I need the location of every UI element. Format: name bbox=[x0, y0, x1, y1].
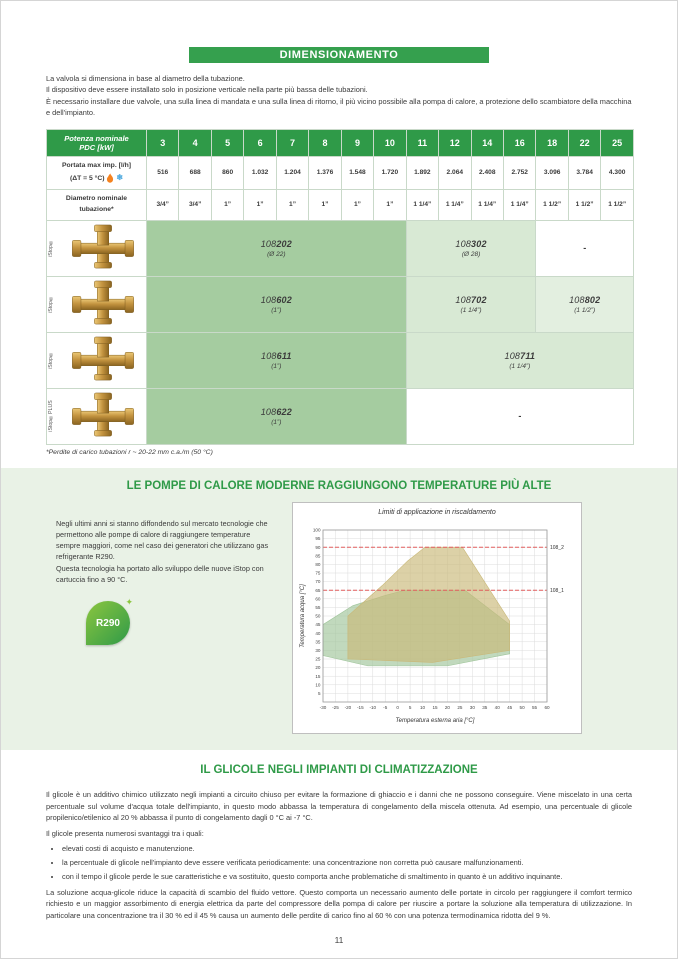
heatpump-section bbox=[1, 468, 677, 750]
flow-value-cell: 1.032 bbox=[244, 156, 276, 189]
product-size: (1”) bbox=[271, 362, 282, 370]
dimensioning-table bbox=[46, 129, 634, 445]
product-image bbox=[71, 392, 135, 440]
product-label-cell bbox=[47, 276, 147, 332]
power-column-header: 25 bbox=[601, 129, 634, 156]
product-brand: iStop® bbox=[48, 351, 54, 369]
product-code: 108611 bbox=[261, 350, 292, 361]
power-column-header: 6 bbox=[244, 129, 276, 156]
product-size: (1 1/4”) bbox=[460, 306, 482, 314]
diameter-value-cell: 1 1/2” bbox=[536, 189, 568, 220]
product-code-cell bbox=[147, 276, 407, 332]
svg-text:55: 55 bbox=[531, 704, 538, 710]
diameter-value-cell: 1 1/4” bbox=[471, 189, 503, 220]
flow-row bbox=[47, 156, 634, 189]
page-number: 11 bbox=[334, 935, 344, 945]
svg-text:30: 30 bbox=[469, 704, 475, 710]
svg-text:-5: -5 bbox=[383, 704, 388, 710]
product-image bbox=[71, 224, 135, 272]
glycol-bullet-item: • con il tempo il glicole perde le sue caratteristiche e va sostituito, questo comporta anche problematiche di smaltimento in quanto è un additivo inquinante. bbox=[62, 871, 632, 882]
svg-text:5: 5 bbox=[317, 690, 321, 696]
glycol-bullet-list bbox=[62, 843, 632, 882]
power-column-header: 12 bbox=[439, 129, 471, 156]
svg-text:-10: -10 bbox=[369, 704, 377, 710]
power-column-header: 3 bbox=[147, 129, 179, 156]
glycol-bullet-item: • la percentuale di glicole nell'impianto deve essere verificata periodicamente: una concentrazione non corretta può causare malfunzionamenti. bbox=[62, 857, 632, 868]
glycol-bullet-item: • elevati costi di acquisto e manutenzione. bbox=[62, 843, 632, 854]
flow-row-label: Portata max imp. [l/h] (ΔT = 5 °C) ❄ bbox=[47, 156, 147, 189]
product-code: 108802 bbox=[569, 294, 601, 305]
product-code: 108622 bbox=[260, 406, 292, 417]
svg-text:45: 45 bbox=[507, 704, 513, 710]
not-available-dash: - bbox=[583, 243, 587, 254]
table-header-row bbox=[47, 129, 634, 156]
svg-text:45: 45 bbox=[315, 621, 321, 627]
svg-text:65: 65 bbox=[315, 587, 321, 593]
product-brand: iStop® bbox=[48, 239, 54, 257]
table-footnote: *Perdite di carico tubazioni r ~ 20-22 mm c.a./m (50 °C) bbox=[46, 448, 213, 456]
product-size: (1”) bbox=[271, 418, 282, 426]
intro-line: È necessario installare due valvole, una sulla linea di mandata e una sulla linea di ritorno, il più vicino possibile alla pompa di calore, a protezione dello scambiatore della macchina e dell'impianto. bbox=[46, 96, 632, 118]
svg-text:25: 25 bbox=[457, 704, 463, 710]
product-code-cell bbox=[406, 220, 536, 276]
diameter-value-cell: 1 1/2” bbox=[601, 189, 634, 220]
not-available-dash: - bbox=[518, 411, 522, 422]
diameter-row-label: Diametro nominale tubazione* bbox=[47, 189, 147, 220]
diameter-value-cell: 1” bbox=[244, 189, 276, 220]
product-code-cell bbox=[406, 332, 633, 388]
svg-text:0: 0 bbox=[396, 704, 399, 710]
product-code: 108711 bbox=[504, 350, 536, 361]
svg-text:50: 50 bbox=[315, 613, 321, 619]
glycol-paragraph: La soluzione acqua-glicole riduce la capacità di scambio del fluido vettore. Questo comporta un necessario aumento delle portate in circolo per raggiungere il comfort termico richiesto e un maggior assorbimento di energia elettrica da parte del compressore della pompa di calore per riuscire a portare la soluzione alla temperatura di utilizzazione. In particolare una concentrazione tra il 30 % ed il 45 % causa un aumento delle perdite di carico fino al 60 % con una potenza termodinamica ridotta del 9 %. bbox=[46, 887, 632, 920]
svg-text:50: 50 bbox=[519, 704, 525, 710]
product-size: (1 1/2”) bbox=[574, 306, 596, 314]
product-label-cell bbox=[47, 332, 147, 388]
intro-line: La valvola si dimensiona in base al diametro della tubazione. bbox=[46, 74, 245, 83]
product-label-cell bbox=[47, 220, 147, 276]
svg-text:15: 15 bbox=[432, 704, 438, 710]
product-code: 108702 bbox=[455, 294, 487, 305]
product-code-cell bbox=[536, 220, 634, 276]
svg-text:40: 40 bbox=[494, 704, 500, 710]
valve-photo bbox=[71, 336, 135, 382]
svg-text:60: 60 bbox=[544, 704, 550, 710]
svg-text:15: 15 bbox=[315, 673, 321, 679]
valve-photo bbox=[71, 392, 135, 438]
diameter-value-cell: 1” bbox=[276, 189, 308, 220]
svg-text:80: 80 bbox=[315, 561, 321, 567]
chart-svg bbox=[297, 518, 579, 726]
flow-value-cell: 860 bbox=[211, 156, 243, 189]
flow-value-cell: 688 bbox=[179, 156, 211, 189]
product-size: (Ø 28) bbox=[461, 250, 481, 258]
r290-badge bbox=[86, 597, 133, 645]
flow-value-cell: 516 bbox=[147, 156, 179, 189]
power-column-header: 5 bbox=[211, 129, 243, 156]
svg-text:20: 20 bbox=[444, 704, 451, 710]
flow-value-cell: 1.204 bbox=[276, 156, 308, 189]
svg-text:90: 90 bbox=[315, 544, 321, 550]
intro-text bbox=[46, 73, 632, 119]
flow-value-cell: 3.096 bbox=[536, 156, 568, 189]
power-column-header: 9 bbox=[341, 129, 373, 156]
diameter-value-cell: 1” bbox=[309, 189, 341, 220]
product-image bbox=[71, 280, 135, 328]
power-column-header: 11 bbox=[406, 129, 438, 156]
product-row bbox=[47, 220, 634, 276]
svg-text:20: 20 bbox=[315, 664, 321, 670]
svg-text:10: 10 bbox=[419, 704, 426, 710]
product-code-cell bbox=[406, 388, 633, 444]
power-column-header: 10 bbox=[374, 129, 406, 156]
svg-text:30: 30 bbox=[315, 647, 321, 653]
flow-value-cell: 2.064 bbox=[439, 156, 471, 189]
diameter-row bbox=[47, 189, 634, 220]
heatpump-body-text bbox=[56, 502, 270, 586]
flow-value-cell: 1.892 bbox=[406, 156, 438, 189]
snowflake-icon: ❄ bbox=[116, 172, 124, 182]
flow-value-cell: 3.784 bbox=[568, 156, 600, 189]
svg-text:-20: -20 bbox=[344, 704, 352, 710]
product-code-cell bbox=[536, 276, 634, 332]
flow-value-cell: 2.752 bbox=[503, 156, 535, 189]
page-title: DIMENSIONAMENTO bbox=[189, 47, 489, 63]
svg-text:55: 55 bbox=[315, 604, 321, 610]
svg-text:10: 10 bbox=[315, 681, 321, 687]
valve-photo bbox=[71, 280, 135, 326]
flow-value-cell: 4.300 bbox=[601, 156, 634, 189]
heatpump-paragraph: Negli ultimi anni si stanno diffondendo sul mercato tecnologie che permettono alle pompe di calore di raggiungere temperature sempre maggiori, come nel caso dei generatori che utilizzano gas refrigerante R290. bbox=[56, 518, 269, 562]
power-column-header: 8 bbox=[309, 129, 341, 156]
product-brand: iStop®PLUS bbox=[48, 400, 54, 432]
diameter-value-cell: 1” bbox=[374, 189, 406, 220]
table-corner-header: Potenza nominale PDC [kW] bbox=[47, 129, 147, 156]
svg-text:85: 85 bbox=[315, 552, 321, 558]
product-code: 108302 bbox=[455, 238, 487, 249]
power-column-header: 22 bbox=[568, 129, 600, 156]
glycol-section bbox=[1, 750, 677, 922]
heatpump-section-title: LE POMPE DI CALORE MODERNE RAGGIUNGONO TEMPERATURE PIÙ ALTE bbox=[126, 479, 552, 492]
power-column-header: 4 bbox=[179, 129, 211, 156]
svg-text:60: 60 bbox=[315, 595, 321, 601]
product-label-cell bbox=[47, 388, 147, 444]
product-brand: iStop® bbox=[48, 295, 54, 313]
svg-text:35: 35 bbox=[482, 704, 488, 710]
product-row bbox=[47, 276, 634, 332]
application-limits-chart bbox=[297, 518, 577, 731]
diameter-value-cell: 3/4” bbox=[179, 189, 211, 220]
svg-text:40: 40 bbox=[315, 630, 321, 636]
glycol-paragraph: Il glicole presenta numerosi svantaggi tra i quali: bbox=[46, 828, 204, 838]
product-row bbox=[47, 388, 634, 444]
svg-text:Temperatura esterna aria [°C]: Temperatura esterna aria [°C] bbox=[395, 717, 475, 724]
diameter-value-cell: 3/4” bbox=[147, 189, 179, 220]
diameter-value-cell: 1” bbox=[211, 189, 243, 220]
power-column-header: 7 bbox=[276, 129, 308, 156]
heatpump-left-column bbox=[56, 502, 270, 646]
product-size: (Ø 22) bbox=[267, 250, 286, 258]
r290-label: R290 bbox=[96, 617, 120, 629]
diameter-value-cell: 1 1/4” bbox=[406, 189, 438, 220]
flow-value-cell: 1.376 bbox=[309, 156, 341, 189]
product-code-cell bbox=[406, 276, 536, 332]
svg-text:108_2: 108_2 bbox=[550, 544, 564, 551]
flow-value-cell: 2.408 bbox=[471, 156, 503, 189]
product-size: (1 1/4”) bbox=[509, 362, 531, 370]
svg-text:70: 70 bbox=[315, 578, 321, 584]
diameter-value-cell: 1 1/2” bbox=[568, 189, 600, 220]
intro-line: Il dispositivo deve essere installato solo in posizione verticale nella parte più bassa delle tubazioni. bbox=[46, 85, 368, 95]
svg-text:95: 95 bbox=[315, 535, 321, 541]
power-column-header: 18 bbox=[536, 129, 568, 156]
svg-text:108_1: 108_1 bbox=[550, 587, 564, 594]
svg-text:25: 25 bbox=[315, 656, 321, 662]
product-image bbox=[71, 336, 135, 384]
glycol-paragraph: Il glicole è un additivo chimico utilizzato negli impianti a circuito chiuso per evitare la formazione di ghiaccio e i danni che ne possono conseguire. Viene miscelato in una certa percentuale sul volume d'acqua totale dell'impianto, in questo modo abbassa la temperatura di congelamento della miscela ottenuta. Ad esempio, una percentuale di glicole propilenico/etilenico al 20 % abbassa il punto di congelamento dagli 0 °C ai -7 °C. bbox=[46, 790, 632, 823]
svg-text:-25: -25 bbox=[332, 704, 339, 710]
product-code: 108202 bbox=[260, 238, 292, 249]
product-code: 108602 bbox=[260, 294, 292, 305]
diameter-value-cell: 1 1/4” bbox=[503, 189, 535, 220]
chart-title: Limiti di applicazione in riscaldamento bbox=[378, 508, 496, 516]
diameter-value-cell: 1 1/4” bbox=[439, 189, 471, 220]
glycol-section-title: IL GLICOLE NEGLI IMPIANTI DI CLIMATIZZAZIONE bbox=[200, 763, 478, 776]
product-size: (1”) bbox=[271, 306, 282, 314]
svg-text:75: 75 bbox=[315, 570, 321, 576]
svg-text:35: 35 bbox=[315, 638, 321, 644]
valve-photo bbox=[71, 224, 135, 270]
product-code-cell bbox=[147, 388, 407, 444]
product-row bbox=[47, 332, 634, 388]
diameter-value-cell: 1” bbox=[341, 189, 373, 220]
product-code-cell bbox=[147, 220, 407, 276]
flow-value-cell: 1.720 bbox=[374, 156, 406, 189]
svg-text:Temperatura acqua [°C]: Temperatura acqua [°C] bbox=[300, 583, 306, 648]
heatpump-paragraph: Questa tecnologia ha portato allo sviluppo delle nuove iStop con cartuccia fino a 90 °C. bbox=[56, 563, 264, 585]
sparkle-icon: ✦ bbox=[125, 597, 133, 608]
flow-value-cell: 1.548 bbox=[341, 156, 373, 189]
svg-text:5: 5 bbox=[408, 704, 412, 710]
product-code-cell bbox=[147, 332, 407, 388]
flame-icon bbox=[106, 173, 114, 183]
power-column-header: 16 bbox=[503, 129, 535, 156]
power-column-header: 14 bbox=[471, 129, 503, 156]
svg-text:-15: -15 bbox=[357, 704, 364, 710]
svg-text:100: 100 bbox=[312, 527, 321, 533]
application-limits-chart-box bbox=[292, 502, 582, 734]
svg-text:-30: -30 bbox=[319, 704, 327, 710]
